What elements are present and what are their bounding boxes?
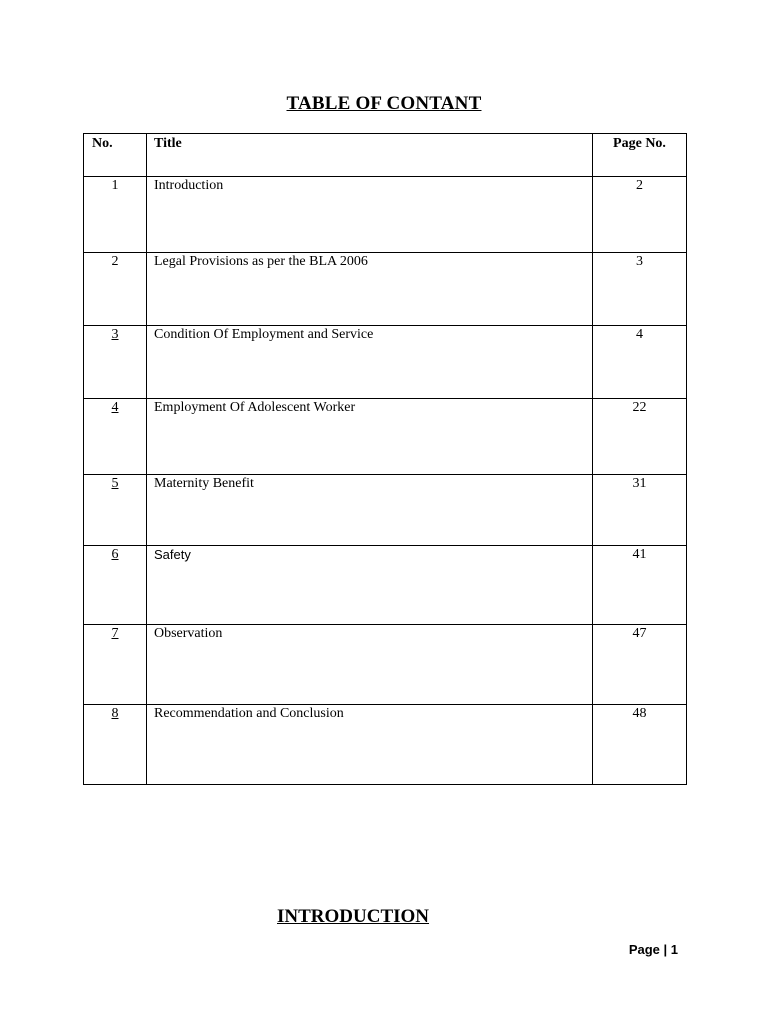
toc-row [84,625,687,705]
row-page: 3 [593,253,687,326]
row-page: 31 [593,475,687,546]
toc-row [84,546,687,625]
row-title: Recommendation and Conclusion [147,705,593,785]
header-no: No. [84,134,147,177]
row-number: 4 [111,400,119,415]
row-number: 6 [111,547,119,562]
row-page: 22 [593,399,687,475]
row-title: Observation [147,625,593,705]
row-page: 41 [593,546,687,625]
row-title: Condition Of Employment and Service [147,326,593,399]
row-title: Introduction [147,177,593,253]
toc-row [84,705,687,785]
toc-row [84,326,687,399]
header-title: Title [147,134,593,177]
row-title: Safety [147,546,593,625]
row-page: 48 [593,705,687,785]
toc-header-row [84,134,687,177]
page-number-footer: Page | 1 [628,942,678,957]
row-page: 2 [593,177,687,253]
row-number: 7 [111,626,119,641]
row-title: Employment Of Adolescent Worker [147,399,593,475]
toc-row [84,253,687,326]
toc-row [84,475,687,546]
row-number: 1 [84,177,147,253]
row-title: Maternity Benefit [147,475,593,546]
header-page-no: Page No. [593,134,687,177]
introduction-heading: INTRODUCTION [277,906,430,927]
row-number: 8 [111,706,119,721]
toc-row [84,177,687,253]
toc-title: TABLE OF CONTANT [286,93,482,114]
row-title: Legal Provisions as per the BLA 2006 [147,253,593,326]
toc-table [83,133,687,785]
row-number: 2 [84,253,147,326]
toc-row [84,399,687,475]
row-number: 3 [111,327,119,342]
row-page: 4 [593,326,687,399]
row-number: 5 [111,476,119,491]
row-page: 47 [593,625,687,705]
